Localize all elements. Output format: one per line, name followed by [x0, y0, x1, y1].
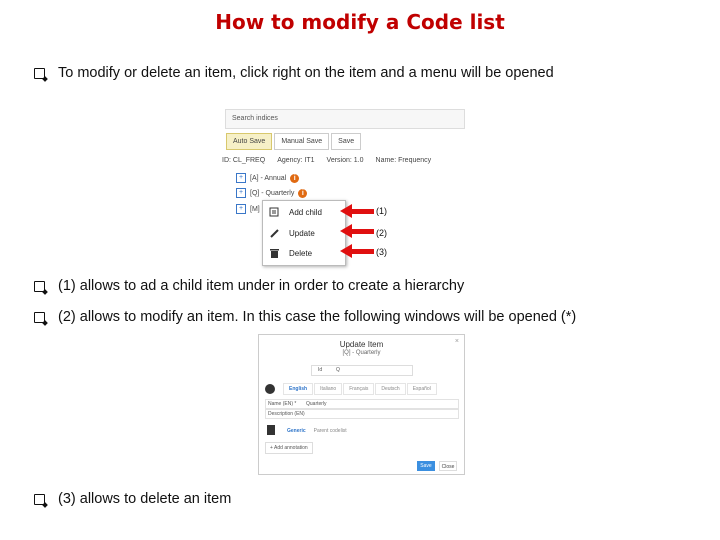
tab-manual-save[interactable]: Manual Save	[274, 133, 329, 150]
tree-item[interactable]	[236, 188, 307, 198]
tab-generic[interactable]: Generic	[287, 428, 306, 434]
codelist-agency: Agency: IT1	[277, 157, 315, 164]
save-tabs	[226, 133, 363, 150]
tree-item[interactable]	[236, 173, 299, 183]
bullet-3	[34, 309, 576, 325]
red-arrow-icon	[340, 207, 374, 215]
globe-icon	[265, 384, 275, 394]
tab-save[interactable]: Save	[331, 133, 361, 150]
dialog-subtitle: [Q] - Quarterly	[342, 350, 381, 356]
description-field[interactable]	[265, 409, 459, 419]
menu-item-delete[interactable]	[269, 245, 312, 261]
tree-item-label: [M]	[250, 205, 260, 213]
tree-item-label: [A] - Annual	[250, 174, 287, 182]
update-item-dialog-screenshot	[258, 334, 465, 475]
name-value: Quarterly	[306, 401, 327, 407]
tab-auto-save[interactable]: Auto Save	[226, 133, 272, 150]
bullet-text: To modify or delete an item, click right on the item and a menu will be opened	[58, 65, 554, 81]
menu-item-add-child[interactable]	[269, 204, 322, 220]
checkbox-bullet-icon	[34, 312, 45, 323]
close-button[interactable]: Close	[439, 461, 457, 471]
tree-item[interactable]	[236, 204, 260, 214]
tab-espanol[interactable]: Español	[407, 383, 437, 395]
detail-tabs	[283, 426, 351, 436]
tree-item-label: [Q] - Quarterly	[250, 189, 295, 197]
name-label: Name (EN) *	[268, 401, 297, 407]
menu-item-label: Update	[289, 228, 315, 238]
expand-icon[interactable]: +	[236, 188, 246, 198]
tab-deutsch[interactable]: Deutsch	[375, 383, 405, 395]
checkbox-bullet-icon	[34, 494, 45, 505]
expand-icon[interactable]: +	[236, 173, 246, 183]
codelist-version: Version: 1.0	[326, 157, 364, 164]
dialog-title: Update Item	[339, 340, 384, 349]
id-field[interactable]	[311, 365, 413, 376]
tab-parent-codelist[interactable]: Parent codelist	[313, 428, 347, 434]
info-icon[interactable]: i	[298, 189, 307, 198]
search-label: Search indices	[232, 115, 278, 122]
menu-item-label: Add child	[289, 207, 322, 217]
language-tabs	[283, 383, 438, 395]
checkbox-bullet-icon	[34, 68, 45, 79]
save-button[interactable]: Save	[417, 461, 435, 471]
callout-label: (3)	[376, 247, 387, 257]
document-icon	[267, 425, 275, 435]
search-indices-bar[interactable]	[225, 109, 465, 129]
bullet-4	[34, 491, 231, 507]
tab-italiano[interactable]: Italiano	[314, 383, 342, 395]
context-menu-screenshot	[222, 107, 464, 267]
bullet-2	[34, 278, 464, 294]
menu-item-label: Delete	[289, 248, 313, 258]
codelist-info	[222, 157, 464, 164]
bullet-1	[34, 65, 554, 81]
close-icon[interactable]: ×	[454, 338, 459, 345]
pencil-icon	[269, 228, 280, 239]
add-child-icon	[269, 207, 280, 218]
id-value: Q	[336, 367, 340, 373]
expand-icon[interactable]: +	[236, 204, 246, 214]
id-label: Id	[318, 367, 323, 373]
add-annotation-button[interactable]: + Add annotation	[265, 442, 313, 454]
callout-label: (2)	[376, 228, 387, 238]
checkbox-bullet-icon	[34, 281, 45, 292]
name-field[interactable]	[265, 399, 459, 409]
red-arrow-icon	[340, 227, 374, 235]
page-title: How to modify a Code list	[215, 10, 505, 34]
bullet-text: (2) allows to modify an item. In this case the following windows will be opened (*)	[58, 309, 577, 325]
bullet-text: (3) allows to delete an item	[58, 491, 232, 507]
menu-item-update[interactable]	[269, 225, 315, 241]
codelist-name: Name: Frequency	[375, 157, 432, 164]
bullet-text: (1) allows to ad a child item under in order to create a hierarchy	[58, 278, 465, 294]
trash-icon	[269, 248, 280, 259]
codelist-id: ID: CL_FREQ	[222, 157, 266, 164]
tab-francais[interactable]: Français	[343, 383, 374, 395]
info-icon[interactable]: i	[290, 174, 299, 183]
red-arrow-icon	[340, 247, 374, 255]
context-menu	[262, 200, 346, 266]
callout-label: (1)	[376, 206, 387, 216]
description-label: Description (EN)	[268, 411, 305, 417]
tab-english[interactable]: English	[283, 383, 313, 395]
